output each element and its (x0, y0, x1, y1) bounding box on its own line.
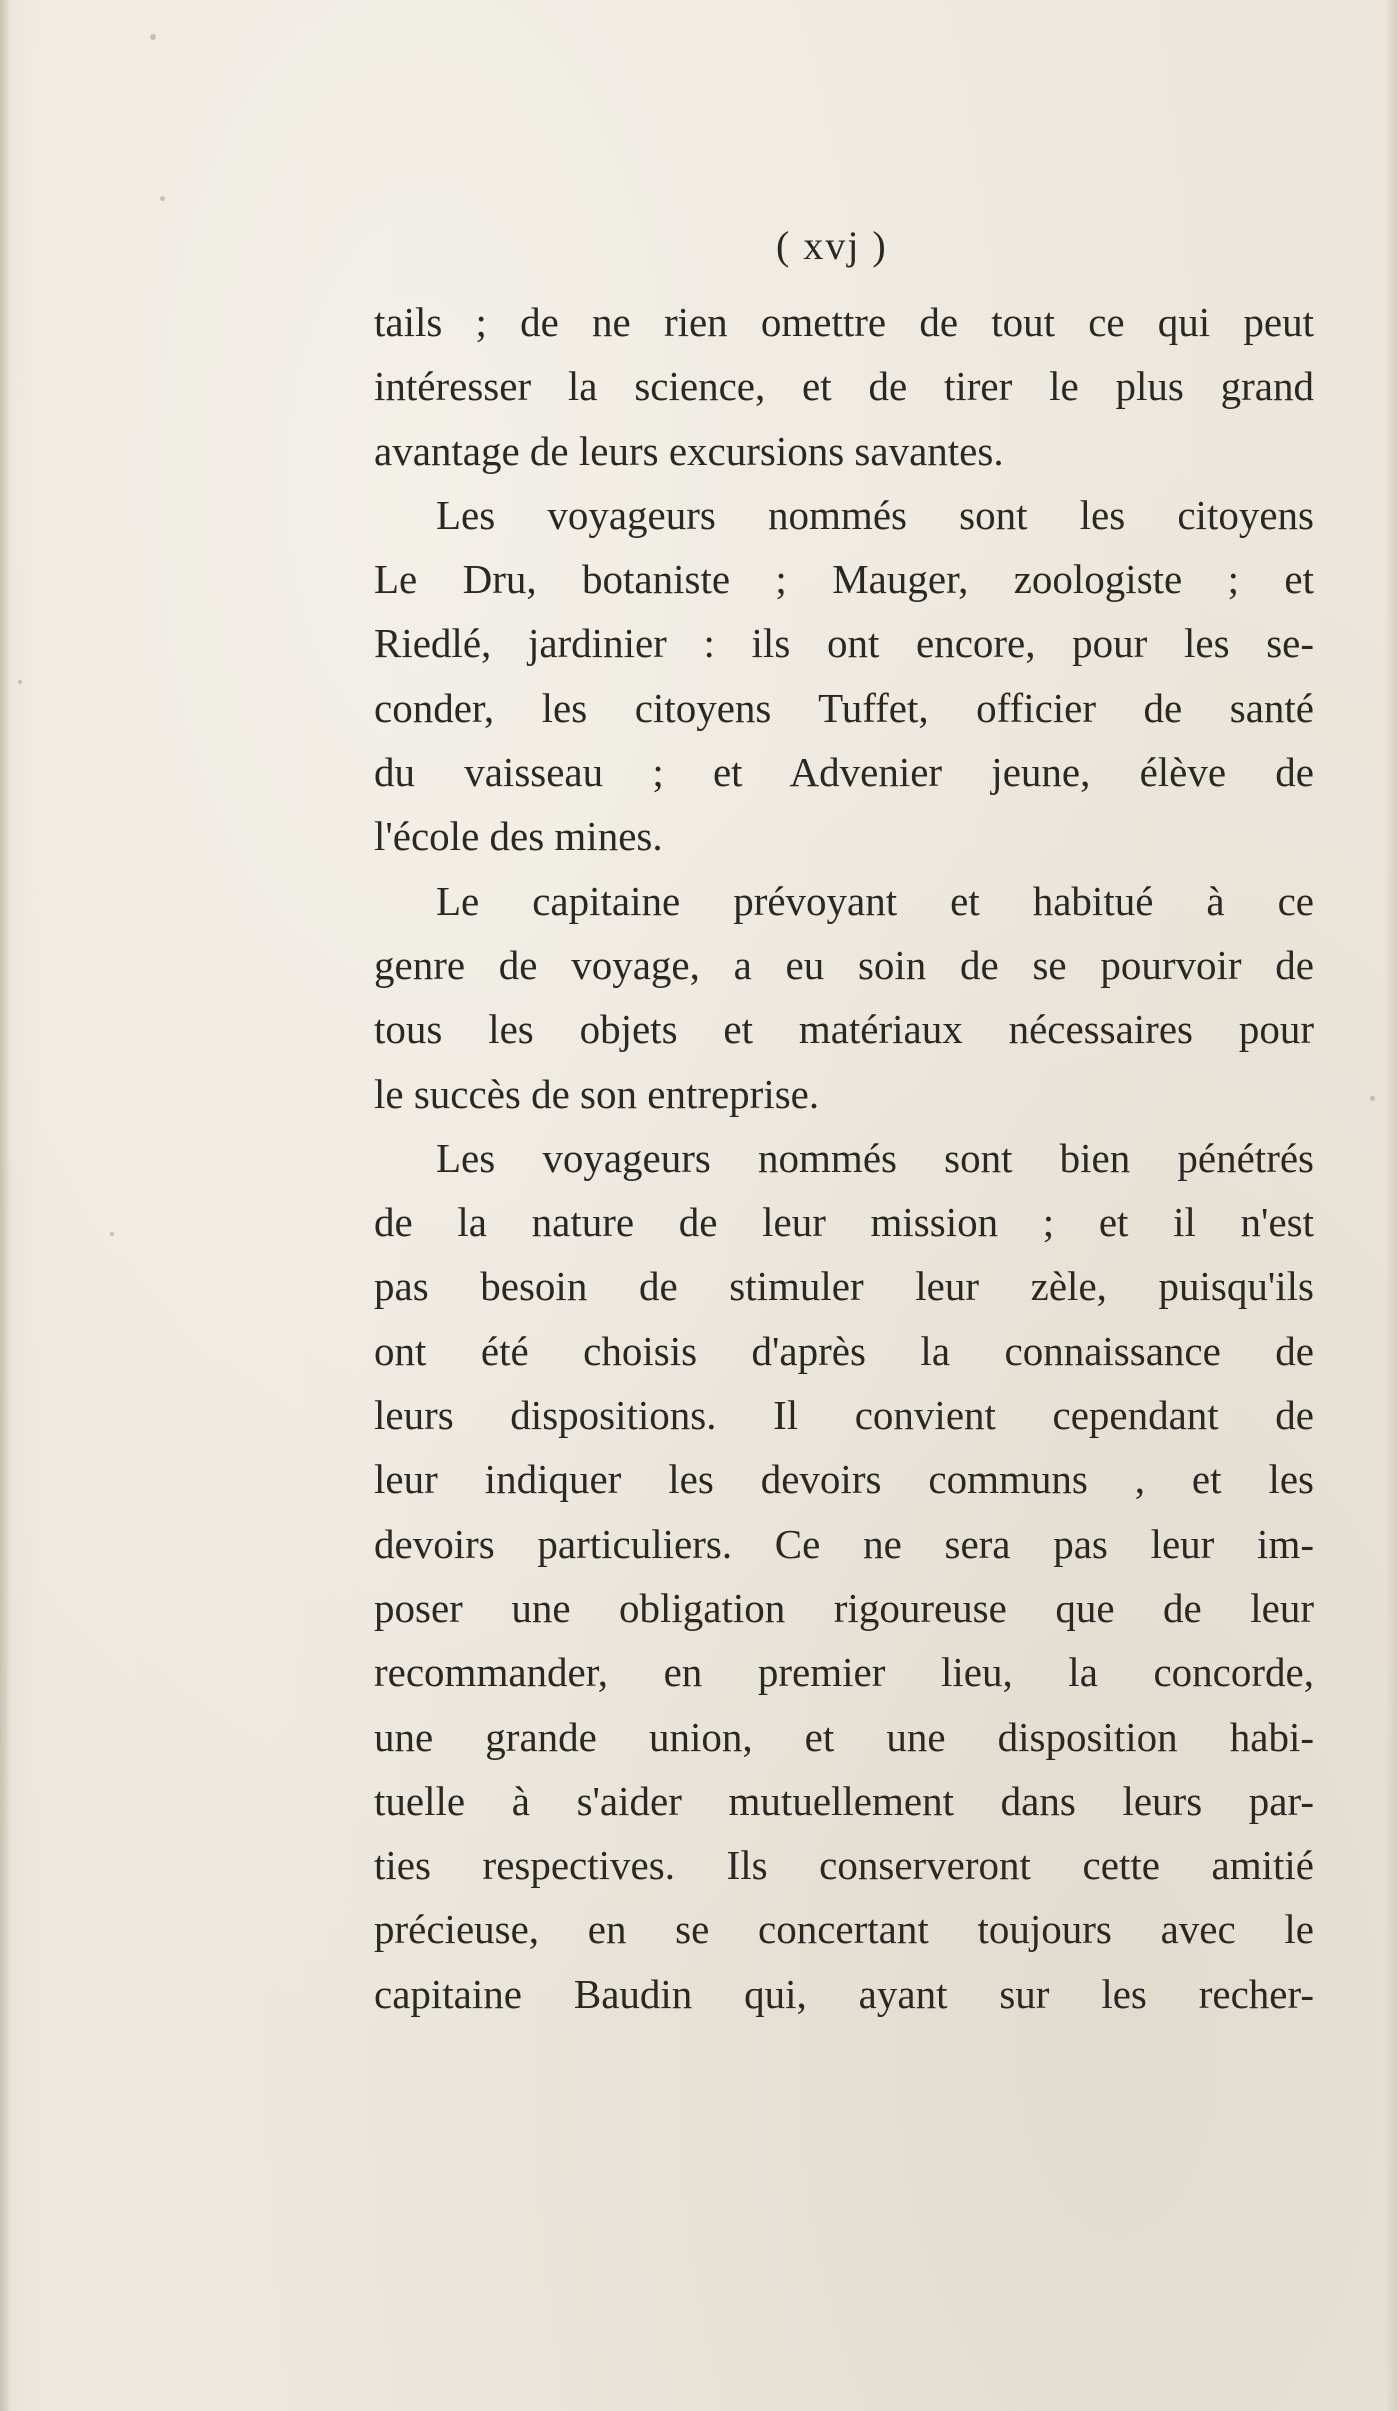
text-line: tous les objets et matériaux nécessaires pour (374, 1006, 1314, 1053)
paper-speck (110, 1232, 114, 1236)
paper-speck (1370, 1096, 1375, 1101)
text-line: Le capitaine prévoyant et habitué à ce (436, 877, 1314, 924)
text-line: poser une obligation rigoureuse que de leur (374, 1584, 1314, 1631)
paper-speck (150, 34, 156, 40)
text-line: pas besoin de stimuler leur zèle, puisqu'ils (374, 1263, 1314, 1310)
page-edge-shadow (1385, 0, 1397, 2411)
text-line: l'école des mines. (374, 813, 663, 860)
text-line: Riedlé, jardinier : ils ont encore, pour les se- (374, 620, 1314, 667)
text-line: devoirs particuliers. Ce ne sera pas leur im- (374, 1520, 1314, 1567)
text-line: capitaine Baudin qui, ayant sur les recher- (374, 1970, 1314, 2017)
text-line: une grande union, et une disposition habi- (374, 1713, 1314, 1760)
text-line: ties respectives. Ils conserveront cette amitié (374, 1842, 1314, 1889)
page-number: ( xvj ) (776, 223, 888, 268)
text-line: genre de voyage, a eu soin de se pourvoir de (374, 941, 1314, 988)
text-line: du vaisseau ; et Advenier jeune, élève de (374, 749, 1314, 796)
text-line: intéresser la science, et de tirer le plus grand (374, 363, 1314, 410)
text-line: recommander, en premier lieu, la concorde, (374, 1649, 1314, 1696)
body-text (374, 290, 1314, 2026)
text-line: tuelle à s'aider mutuellement dans leurs par- (374, 1777, 1314, 1824)
paper-speck (160, 196, 165, 201)
text-line: de la nature de leur mission ; et il n'est (374, 1199, 1314, 1246)
text-line: avantage de leurs excursions savantes. (374, 427, 1004, 474)
text-line: leurs dispositions. Il convient cependant de (374, 1392, 1314, 1439)
text-line: précieuse, en se concertant toujours avec le (374, 1906, 1314, 1953)
text-line: conder, les citoyens Tuffet, officier de santé (374, 684, 1314, 731)
text-line: leur indiquer les devoirs communs , et les (374, 1456, 1314, 1503)
text-line: Les voyageurs nommés sont bien pénétrés (436, 1134, 1314, 1181)
text-line: Le Dru, botaniste ; Mauger, zoologiste ; et (374, 556, 1314, 603)
text-line: Les voyageurs nommés sont les citoyens (436, 491, 1314, 538)
text-line: le succès de son entreprise. (374, 1070, 820, 1117)
text-line: tails ; de ne rien omettre de tout ce qui peut (374, 299, 1314, 345)
text-line: ont été choisis d'après la connaissance de (374, 1327, 1314, 1374)
page-binding-shadow (0, 0, 10, 2411)
paper-speck (18, 680, 22, 684)
